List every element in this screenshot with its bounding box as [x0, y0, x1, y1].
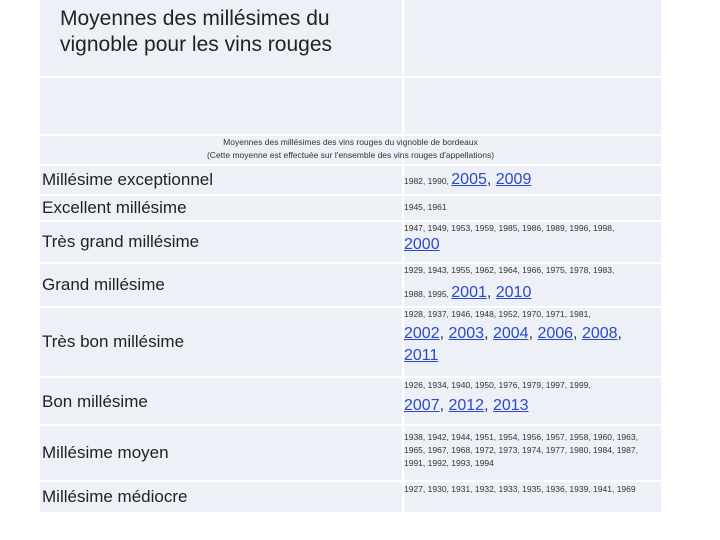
page-title: Moyennes des millésimes du vignoble pour les vins rouges	[60, 7, 332, 56]
row-divider	[40, 76, 661, 78]
years-text: 1929, 1943, 1955, 1962, 1964, 1966, 1975, 1978, 1983,	[404, 265, 615, 275]
vintage-link[interactable]: 2008	[581, 325, 618, 342]
years-text: 1988, 1995,	[404, 289, 452, 299]
category-label: Bon millésime	[42, 392, 148, 411]
vintage-link[interactable]: 2003	[448, 325, 485, 342]
years-text: 1928, 1937, 1946, 1948, 1952, 1970, 1971, 1981,	[404, 309, 591, 319]
vintage-link[interactable]: 2004	[492, 325, 529, 342]
vintage-years: 1928, 1937, 1946, 1948, 1952, 1970, 1971, 1981, 2002, 2003, 2004, 2006, 2008, 2011	[404, 308, 659, 367]
vintage-link[interactable]: 2010	[495, 284, 532, 301]
vintage-link[interactable]: 2012	[448, 397, 485, 414]
row-divider	[40, 424, 661, 426]
category-label: Très bon millésime	[42, 332, 185, 351]
vintage-link[interactable]: 2000	[404, 236, 440, 253]
vintage-link[interactable]: 2006	[537, 325, 574, 342]
vintage-link[interactable]: 2005	[451, 171, 487, 188]
vintage-table	[40, 0, 661, 512]
vintage-years	[404, 201, 659, 214]
category-label: Très grand millésime	[42, 232, 200, 251]
vintage-years: 1982, 1990, 2005, 2009	[404, 171, 532, 188]
years-text: 1982, 1990,	[404, 176, 452, 186]
category-label: Millésime moyen	[42, 443, 169, 462]
vintage-link[interactable]: 2007	[404, 397, 440, 414]
vintage-years: 1938, 1942, 1944, 1951, 1954, 1956, 1957, 1958, 1960, 1963, 1965, 1967, 1968, 1972, 1973, 1974, 1977, 1980, 1984, 1987, 1991, 1992, 1993, 1994	[404, 432, 638, 468]
vintage-link[interactable]: 2002	[404, 325, 440, 342]
category-label: Millésime exceptionnel	[42, 170, 214, 189]
vintage-link[interactable]: 2001	[451, 284, 487, 301]
vintage-years: 1929, 1943, 1955, 1962, 1964, 1966, 1975, 1978, 1983, 1988, 1995, 2001, 2010	[404, 264, 659, 303]
vintage-link[interactable]: 2009	[495, 171, 532, 188]
category-label: Millésime médiocre	[42, 487, 188, 506]
vintage-link[interactable]: 2011	[404, 347, 439, 364]
table-subtitle	[40, 136, 661, 162]
category-label: Grand millésime	[42, 275, 165, 294]
row-divider	[40, 164, 661, 166]
vintage-years: 1926, 1934, 1940, 1950, 1976, 1979, 1997, 1999, 2007, 2012, 2013	[404, 379, 659, 416]
subtitle-line: (Cette moyenne est effectuée sur l'ensemble des vins rouges d'appellations)	[206, 150, 495, 160]
vintage-link[interactable]: 2013	[492, 397, 529, 414]
row-divider	[40, 376, 661, 378]
row-divider	[40, 480, 661, 482]
years-text: 1926, 1934, 1940, 1950, 1976, 1979, 1997, 1999,	[404, 380, 591, 390]
vintage-years	[404, 222, 659, 255]
years-text: 1945, 1961	[404, 202, 447, 212]
years-text: 1947, 1949, 1953, 1959, 1985, 1986, 1989, 1996, 1998,	[404, 223, 615, 233]
row-divider	[40, 194, 661, 196]
category-label: Excellent millésime	[42, 198, 187, 217]
vintage-years: 1927, 1930, 1931, 1932, 1933, 1935, 1936, 1939, 1941, 1969	[404, 484, 636, 494]
subtitle-line: Moyennes des millésimes des vins rouges du vignoble de bordeaux	[223, 137, 478, 147]
